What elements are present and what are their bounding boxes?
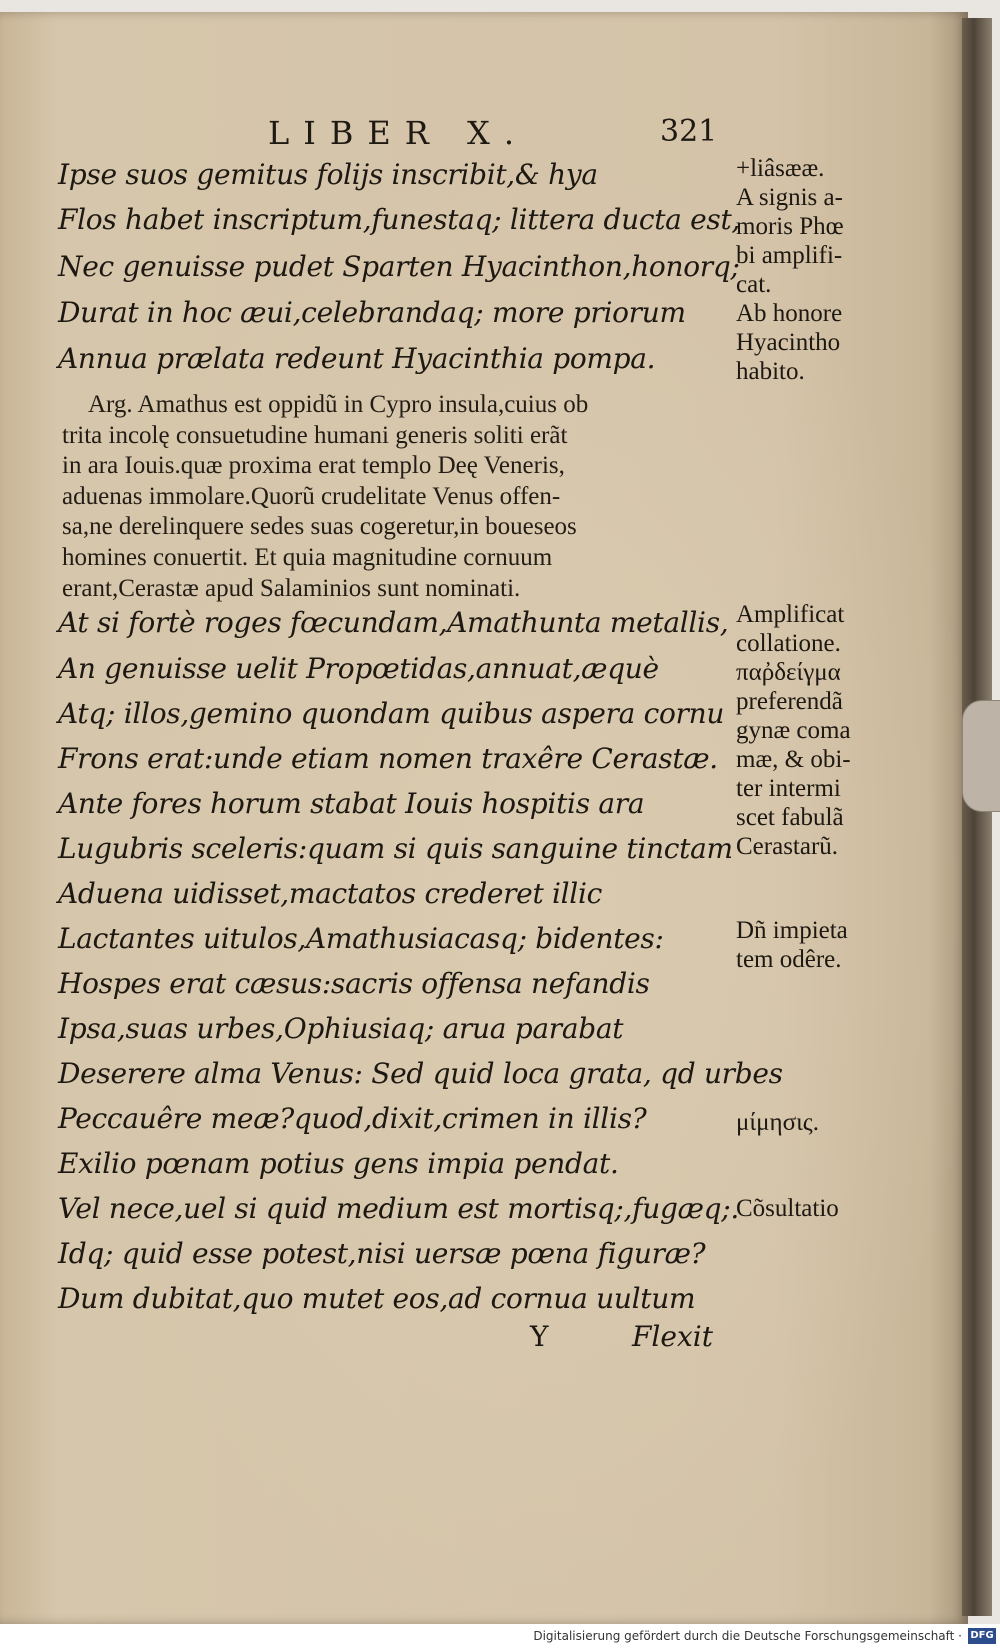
verse-line: Lactantes uitulos,Amathusiacasq; bidentes: <box>58 922 664 955</box>
marginal-note <box>736 1108 896 1137</box>
verse-line: Aduena uidisset,mactatos crederet illic <box>58 877 602 910</box>
running-head: LIBER X. <box>268 114 528 152</box>
catchword: Flexit <box>632 1320 713 1353</box>
verse-line: Lugubris sceleris:quam si quis sanguine tinctam <box>58 832 733 865</box>
note-line: scet fabulã <box>736 804 844 831</box>
verse-line: Vel nece,uel si quid medium est mortisq;,fugæq;. <box>58 1192 739 1225</box>
page-tab <box>962 700 1000 812</box>
verse-line: Frons erat:unde etiam nomen traxêre Cerastæ. <box>58 742 718 775</box>
dfg-logo: DFG <box>968 1628 996 1644</box>
verse-line: Peccauêre meæ?quod,dixit,crimen in illis? <box>58 1102 647 1135</box>
prose-line: erant,Cerastæ apud Salaminios sunt nominati. <box>62 574 521 602</box>
prose-line: trita incolę consuetudine humani generis soliti erãt <box>62 421 568 449</box>
signature-mark: Y <box>530 1320 549 1353</box>
verse-line: Nec genuisse pudet Sparten Hyacinthon,honorq; <box>58 250 740 283</box>
note-line: cat. <box>736 271 772 298</box>
verse-line: Dum dubitat,quo mutet eos,ad cornua uultum <box>58 1282 696 1315</box>
marginal-note <box>736 154 896 386</box>
note-line: habito. <box>736 358 805 385</box>
verse-line: At si fortè roges fœcundam,Amathunta metallis, <box>58 606 729 639</box>
page-header <box>0 114 960 154</box>
marginal-note <box>736 1194 896 1223</box>
marginal-note <box>736 916 896 974</box>
note-line: Ab honore <box>736 300 843 327</box>
verse-line: Ipse suos gemitus folijs inscribit,& hya <box>58 158 598 191</box>
note-line: Cõsultatio <box>736 1195 839 1222</box>
note-line: gynæ coma <box>736 717 851 744</box>
note-line: Cerastarũ. <box>736 833 839 860</box>
note-line: bi amplifi- <box>736 242 843 269</box>
argument-paragraph <box>62 390 732 604</box>
note-line: moris Phœ <box>736 213 844 240</box>
prose-line: in ara Iouis.quæ proxima erat templo Deę Veneris, <box>62 452 565 480</box>
note-line: Dñ impieta <box>736 917 848 944</box>
verse-line: Deserere alma Venus: Sed quid loca grata, qd urbes <box>58 1057 783 1090</box>
prose-line: sa,ne derelinquere sedes suas cogeretur,in boueseos <box>62 513 577 541</box>
digitization-credit: Digitalisierung gefördert durch die Deutsche Forschungsgemeinschaft · <box>533 1629 962 1643</box>
note-line: A signis a- <box>736 184 843 211</box>
verse-line: Exilio pœnam potius gens impia pendat. <box>58 1147 619 1180</box>
note-line: tem odêre. <box>736 946 842 973</box>
prose-line: aduenas immolare.Quorũ crudelitate Venus offen- <box>62 482 561 510</box>
verse-line: Ipsa,suas urbes,Ophiusiaq; arua parabat <box>58 1012 624 1045</box>
prose-line: Arg. Amathus est oppidũ in Cypro insula,cuius ob <box>88 391 589 418</box>
note-line: ter intermi <box>736 775 841 802</box>
verse-line: Idq; quid esse potest,nisi uersæ pœna figuræ? <box>58 1237 706 1270</box>
note-line: Hyacintho <box>736 329 841 356</box>
marginal-note <box>736 600 896 861</box>
prose-line: homines conuertit. Et quia magnitudine cornuum <box>62 543 553 571</box>
note-line: παῤδείγμα <box>736 659 841 686</box>
verse-line: An genuisse uelit Propœtidas,annuat,æquè <box>58 652 659 685</box>
verse-line: Annua prælata redeunt Hyacinthia pompa. <box>58 342 656 375</box>
note-line: collatione. <box>736 630 841 657</box>
verse-line: Ante fores horum stabat Iouis hospitis ara <box>58 787 645 820</box>
verse-line: Atq; illos,gemino quondam quibus aspera cornu <box>58 697 725 730</box>
note-line: Amplificat <box>736 601 845 628</box>
note-line: mæ, & obi- <box>736 746 851 773</box>
note-line: +liâsææ. <box>736 155 825 182</box>
page-edge <box>962 18 992 1616</box>
verse-line: Hospes erat cæsus:sacris offensa nefandis <box>58 967 650 1000</box>
verse-line: Durat in hoc æui,celebrandaq; more priorum <box>58 296 686 329</box>
note-line: μίμησις. <box>736 1109 819 1136</box>
page-number: 321 <box>660 114 718 149</box>
note-line: preferendã <box>736 688 843 715</box>
verse-line: Flos habet inscriptum,funestaq; littera ducta est, <box>58 203 741 236</box>
